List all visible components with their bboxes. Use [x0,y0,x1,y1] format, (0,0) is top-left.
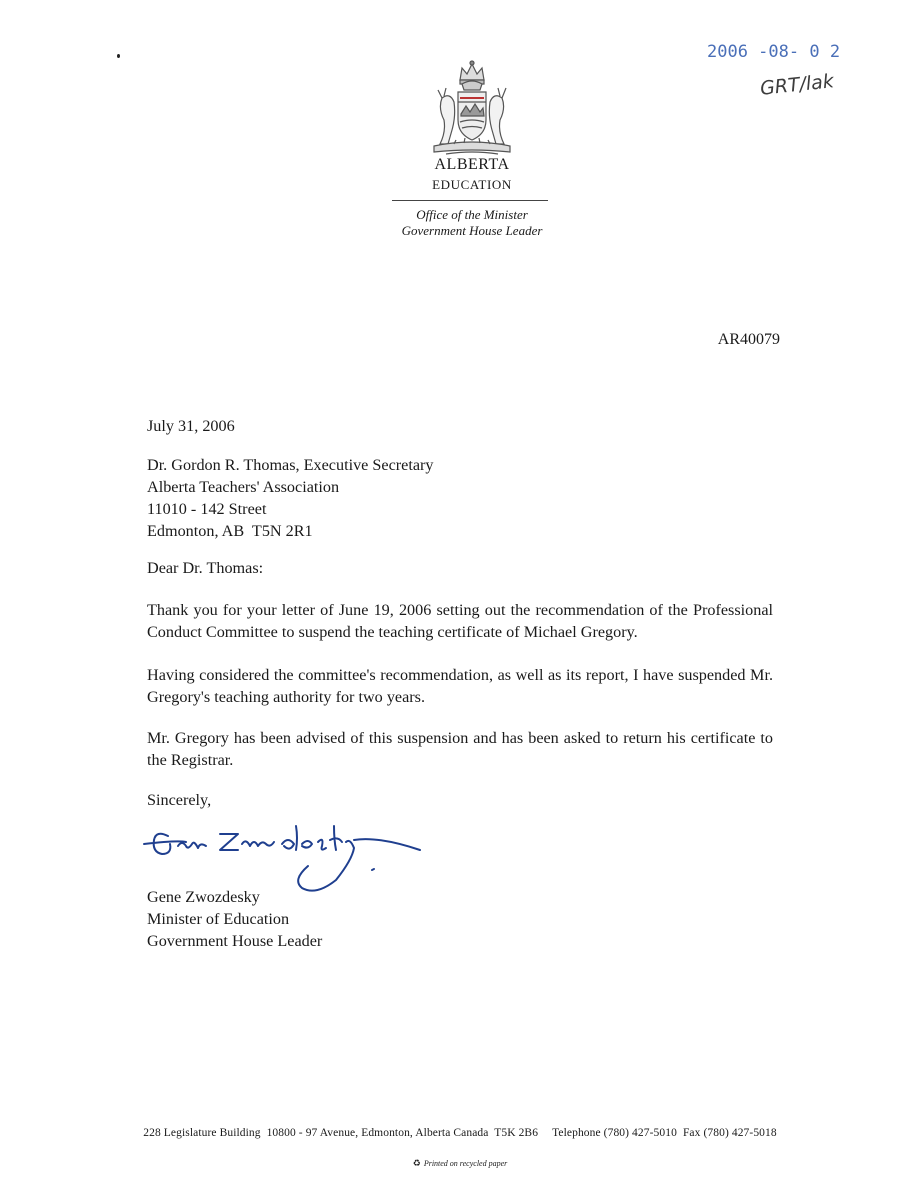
closing: Sincerely, [147,791,212,809]
reference-number: AR40079 [717,331,780,348]
signature-block [147,886,773,952]
recipient-address [147,454,773,542]
recycled-notice [0,1158,920,1169]
signer-name: Gene Zwozdesky [147,888,260,906]
recycled-text: Printed on recycled paper [423,1159,508,1168]
signer-title-2: Government House Leader [147,932,323,950]
signer-title-1: Minister of Education [147,910,290,928]
letterhead-divider [392,200,548,201]
body-paragraph-2: Having considered the committee's recommendation, as well as its report, I have suspended Mr. Gregory's teaching authority for two years. [147,666,773,706]
recipient-line-1: Dr. Gordon R. Thomas, Executive Secretary [147,456,434,474]
recycle-icon: ♻ [412,1158,421,1168]
footer-address: 228 Legislature Building 10800 - 97 Avenue, Edmonton, Alberta Canada T5K 2B6 [143,1127,539,1139]
footer-telephone: Telephone (780) 427-5010 [552,1127,677,1139]
letter-date: July 31, 2006 [147,417,235,435]
recipient-line-4: Edmonton, AB T5N 2R1 [147,522,313,540]
body-paragraph-3: Mr. Gregory has been advised of this suspension and has been asked to return his certificate to the Registrar. [147,729,773,769]
letterhead-department: EDUCATION [432,177,512,192]
office-line-2: Government House Leader [401,223,543,238]
letterhead-org-name: ALBERTA [434,156,510,173]
office-line-1: Office of the Minister [416,207,528,222]
letterhead-footer [0,1127,920,1139]
recipient-line-2: Alberta Teachers' Association [147,478,340,496]
recipient-line-3: 11010 - 142 Street [147,500,267,518]
received-date-stamp: 2006 -08- 0 2 [707,42,841,62]
salutation: Dear Dr. Thomas: [147,559,264,577]
letterhead-office [360,207,584,239]
scan-speck [117,54,120,58]
footer-fax: Fax (780) 427-5018 [682,1127,777,1139]
alberta-coat-of-arms-icon [424,58,520,158]
handwritten-initials: GRT/lak [759,70,835,100]
body-paragraph-1: Thank you for your letter of June 19, 2006 setting out the recommendation of the Professional Conduct Committee to suspend the teaching certificate of Michael Gregory. [147,601,773,641]
